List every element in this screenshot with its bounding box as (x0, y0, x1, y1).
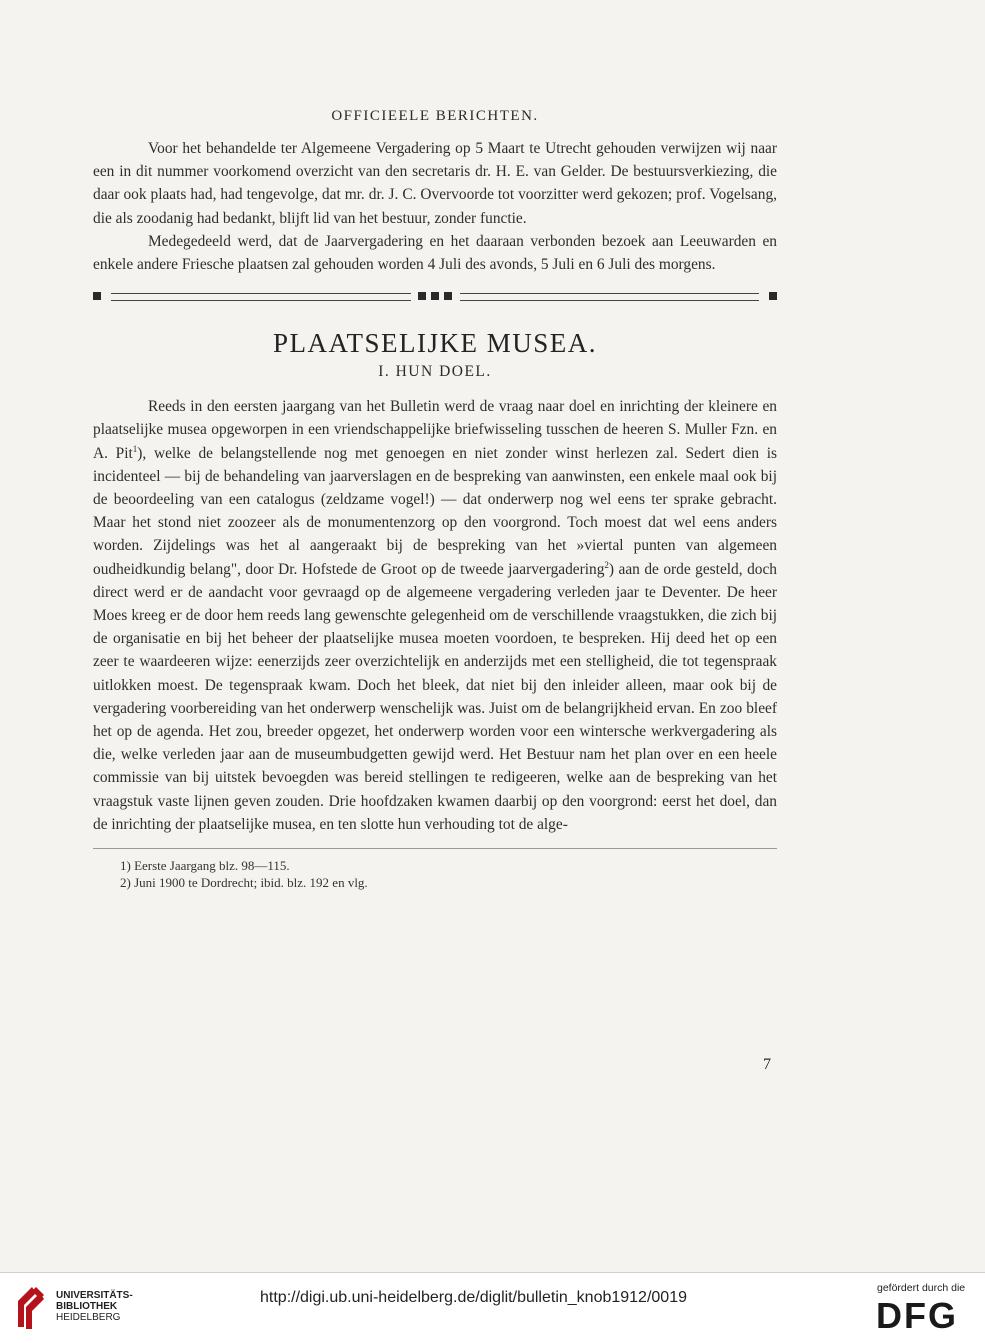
library-name-line: UNIVERSITÄTS- (56, 1290, 133, 1301)
article-title: PLAATSELIJKE MUSEA. (272, 328, 597, 359)
footnote-ref: 2 (604, 559, 609, 570)
ornament-square (769, 292, 777, 300)
body-text: Reeds in den eersten jaargang van het Bulletin werd de vraag naar doel en inrichting der kleinere en plaatselijke musea opgeworpen in een vriendschappelijke briefwisseling tusschen de heeren S. Muller Fzn. en A. Pit (93, 398, 777, 462)
funding-note: gefördert durch die (877, 1282, 966, 1294)
footer-bar (0, 1273, 985, 1343)
footnote-divider (93, 848, 777, 849)
article-subtitle: I. HUN DOEL. (378, 363, 492, 381)
page-content (93, 108, 777, 891)
source-url-link[interactable]: http://digi.ub.uni-heidelberg.de/diglit/bulletin_knob1912/0019 (260, 1289, 687, 1306)
ornamental-divider (93, 290, 777, 302)
ornament-square (444, 292, 452, 300)
dfg-logo: DFG (876, 1295, 958, 1336)
ornament-square (418, 292, 426, 300)
ornament-rule (460, 293, 759, 301)
ornament-rule (111, 293, 411, 301)
paragraph: Medegedeeld werd, dat de Jaarvergadering en het daaraan verbonden bezoek aan Leeuwarden en enkele andere Friesche plaatsen zal gehouden worden 4 Juli des avonds, 5 Juli en 6 Juli des morgens. (93, 232, 777, 274)
library-name (56, 1290, 133, 1323)
article-body (93, 395, 777, 836)
footnote-ref: 1 (132, 443, 138, 454)
footnote: 2) Juni 1900 te Dordrecht; ibid. blz. 192 en vlg. (120, 875, 368, 891)
paragraph: Voor het behandelde ter Algemeene Vergadering op 5 Maart te Utrecht gehouden verwijzen wij naar een in dit nummer voorkomend overzicht van den secretaris dr. H. E. van Gelder. De bestuursverkiezing, die daar ook plaats had, had tengevolge, dat mr. dr. J. C. Overvoorde tot voorzitter werd gekozen; prof. Vogelsang, die als zoodanig had bedankt, blijft lid van het bestuur, zonder functie. (93, 140, 777, 227)
ornament-square (93, 292, 101, 300)
footnote: 1) Eerste Jaargang blz. 98—115. (120, 858, 290, 874)
section-title: OFFICIEELE BERICHTEN. (331, 108, 539, 124)
library-name-line: HEIDELBERG (56, 1312, 121, 1323)
library-name-line: BIBLIOTHEK (56, 1301, 118, 1312)
body-text: ) aan de orde gesteld, doch direct werd er de aandacht voor gevraagd op de algemeene vergadering verleden jaar te Deventer. De heer Moes kreeg er de door hem reeds lang gewenschte gelegenheid om de verschillende vraagstukken, die zich bij de organisatie en bij het beheer der plaatselijke musea moeten voordoen, te bespreken. Hij deed het op een zeer te waardeeren wijze: eenerzijds zeer overzichtelijk en anderzijds met een stelligheid, die tot tegenspraak uitlokken moest. De tegenspraak kwam. Doch het bleek, dat niet bij den inleider alleen, maar ook bij de vergadering voorbereiding van het onderwerp wenschelijk was. Juist om de belangrijkheid ervan. En zoo bleef het op de agenda. Het zou, breeder opgezet, het onderwerp worden voor een wintersche werkvergadering als die, welke verleden jaar aan de museumbudgetten gewijd werd. Het Bestuur nam het plan over en een heele commissie van bij uitstek bevoegden was bereid stellingen te redigeeren, welke aan de bespreking van het vraagstuk vaste lijnen geven zouden. Drie hoofdzaken kwamen daarbij op den voorgrond: eerst het doel, dan de inrichting der plaatselijke musea, en ten slotte hun verhouding tot de alge- (93, 560, 777, 833)
body-text: ), welke de belangstellende nog met genoegen en niet zonder winst herlezen zal. Sedert dien is incidenteel — bij de behandeling van jaarverslagen en de bespreking van aanwinsten, een enkele maal ook bij de beoordeeling van een catalogus (zeldzame vogel!) — dat onderwerp nog wel eens ter sprake gebracht. Maar het stond niet zoozeer als de monumentenzorg op den voorgrond. Toch moest dat wel eens anders worden. Zijdelings was het al aangeraakt bij de bespreking van het »viertal punten van algemeen oudheidkundig belang", door Dr. Hofstede de Groot op de tweede jaarvergadering (93, 444, 777, 578)
library-logo-icon (10, 1283, 50, 1333)
page-number: 7 (763, 1056, 771, 1073)
ornament-square (431, 292, 439, 300)
